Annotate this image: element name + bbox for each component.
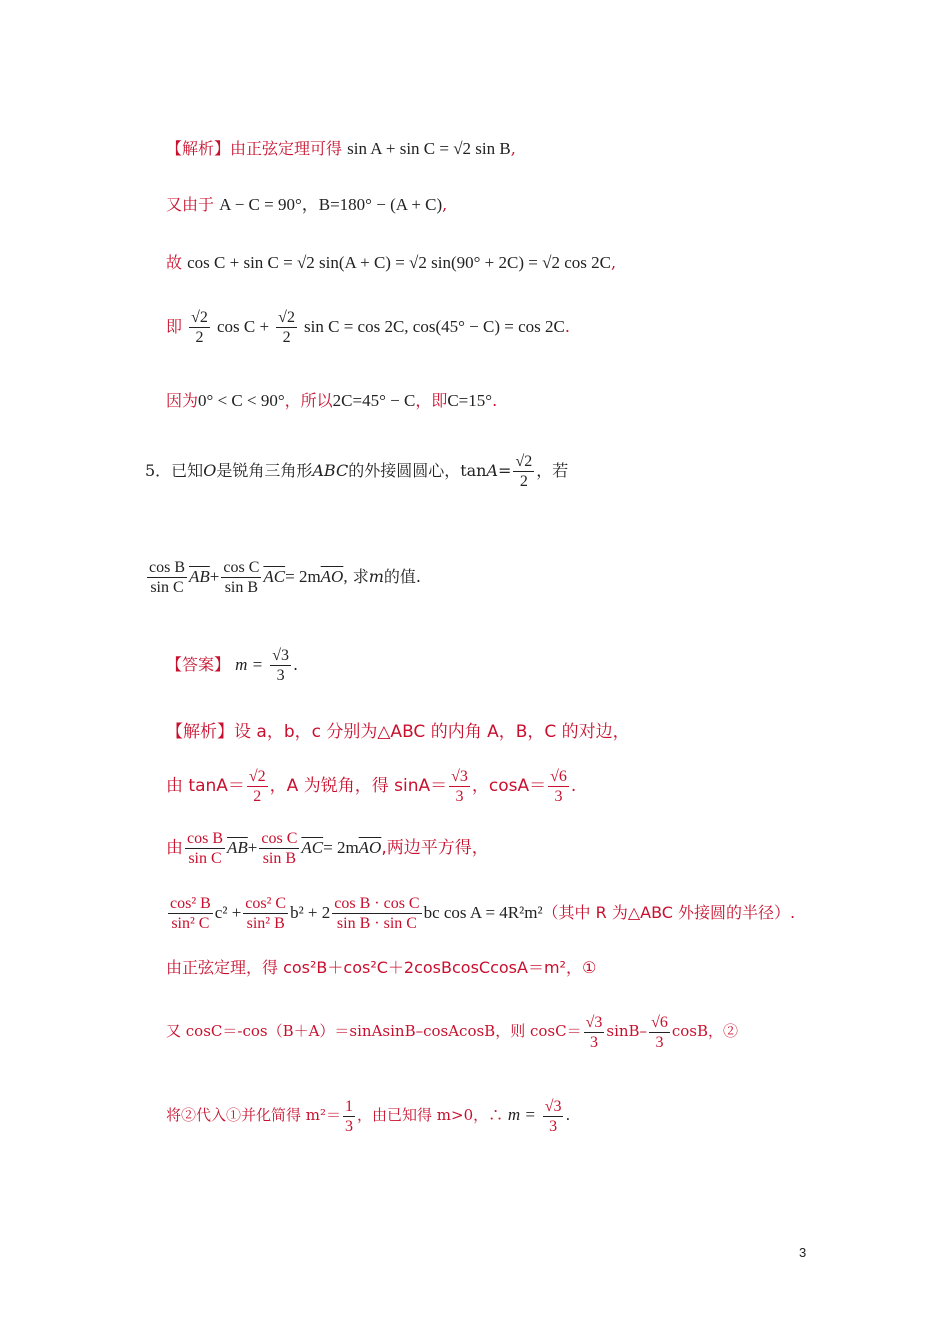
solution-text: ，cosA＝ [471, 776, 547, 796]
solution-line-5 [166, 957, 596, 979]
punct: . [570, 776, 577, 796]
solution-line-7 [166, 1088, 570, 1142]
numerator: √2 [248, 767, 266, 785]
problem-5-statement [145, 446, 568, 496]
var-o: O [203, 461, 217, 480]
fraction [243, 894, 288, 933]
fraction [221, 558, 261, 597]
fraction [185, 829, 225, 868]
denominator: 3 [655, 1033, 664, 1051]
denominator: sin C [188, 849, 222, 867]
punct: . [292, 655, 299, 674]
numerator: √2 [191, 309, 208, 326]
numerator: cos C [261, 829, 298, 847]
analysis-formula: C=15° [447, 391, 493, 410]
fraction [168, 894, 213, 933]
solution-text: ，由已知得 m>0，∴ [357, 1106, 504, 1124]
solution-line-3 [166, 822, 489, 874]
term: b² + 2 [290, 903, 331, 922]
analysis-text: 故 [166, 253, 183, 272]
fraction [259, 829, 299, 868]
solution-text: ，A 为锐角，得 sinA＝ [269, 776, 448, 796]
denominator: 2 [195, 329, 204, 346]
denominator: sin² C [171, 915, 210, 932]
analysis-text: 又由于 [166, 195, 215, 214]
analysis-text: 由正弦定理可得 [230, 139, 343, 158]
numerator: √3 [544, 1097, 562, 1115]
denominator: 3 [276, 667, 285, 684]
fraction [649, 1013, 670, 1052]
solution-text: 由正弦定理，得 cos²B＋cos²C＋2cosBcosCcosA＝m²，① [166, 958, 597, 977]
punct: , [442, 195, 448, 214]
problem-5-equation [145, 552, 421, 602]
analysis-formula: cos C + sin C = √2 sin(A + C) = √2 sin(90° + 2C) = √2 cos 2C [187, 253, 611, 272]
problem-text: ，若 [536, 461, 569, 480]
numerator: √3 [451, 767, 468, 785]
var-m: m [368, 567, 384, 586]
numerator: √2 [515, 453, 533, 470]
numerator: cos² C [245, 895, 287, 912]
solution-text: （其中 R 为△ABC 外接圆的半径）. [542, 903, 796, 922]
denominator: 3 [589, 1033, 598, 1051]
fraction [276, 308, 297, 347]
rhs: = 2m [285, 567, 321, 586]
fraction [147, 558, 187, 597]
rhs: = 2m [323, 838, 359, 857]
analysis-text: 因为 [166, 391, 199, 410]
numerator: √2 [278, 309, 295, 326]
solution-line-2 [166, 760, 576, 812]
denominator: sin B [224, 579, 259, 596]
fraction [449, 767, 470, 806]
solution-text: ,两边平方得， [381, 838, 489, 858]
term: c² + [214, 903, 242, 922]
problem-text: 是锐角三角形 [216, 461, 313, 480]
numerator: cos B [149, 559, 185, 576]
prev-analysis-line-3 [166, 252, 616, 274]
numerator: √3 [272, 647, 289, 664]
vector-ao: $\overline{AO}$ [320, 567, 344, 586]
numerator: cos C [223, 559, 260, 576]
denominator: 3 [554, 787, 563, 805]
solution-line-6 [166, 1004, 738, 1058]
prev-analysis-line-1 [166, 138, 516, 160]
answer-lhs: m = [235, 655, 264, 674]
var-a: A [486, 461, 499, 480]
analysis-text: ，即 [415, 391, 448, 410]
page-number: 3 [799, 1245, 807, 1260]
analysis-text: 即 [166, 317, 183, 336]
fraction [548, 767, 569, 806]
solution-line-1 [166, 721, 630, 743]
numerator: cos² B [170, 895, 211, 912]
vector-ab: $\overline{AB}$ [189, 567, 210, 586]
problem-text: 求 [352, 567, 369, 586]
solution-text: cosB，② [671, 1022, 738, 1040]
punct: . [492, 391, 498, 410]
numerator: cos B · cos C [334, 895, 420, 912]
equals: = [498, 461, 512, 480]
analysis-formula: sin C = cos 2C, cos(45° − C) = cos 2C [304, 317, 565, 336]
problem-text: 的外接圆圆心，tan [348, 461, 487, 480]
var-abc: ABC [312, 461, 349, 480]
punct: , [510, 139, 516, 158]
analysis-label: 【解析】 [166, 139, 231, 158]
fraction [270, 646, 291, 685]
answer-lhs: m = [507, 1105, 536, 1124]
solution-text: sinB– [606, 1022, 648, 1040]
numerator: √3 [585, 1013, 603, 1031]
denominator: sin B [262, 849, 297, 867]
numerator: 1 [345, 1097, 354, 1115]
denominator: 3 [455, 787, 464, 805]
vector-ac: $\overline{AC}$ [301, 838, 324, 857]
numerator: √6 [651, 1013, 668, 1031]
analysis-formula: 2C=45° − C [332, 391, 416, 410]
solution-text: 由 tanA＝ [166, 776, 245, 796]
answer-line [166, 640, 298, 690]
solution-label: 【解析】 [166, 722, 234, 742]
denominator: 2 [253, 787, 262, 805]
analysis-text: ，所以 [284, 391, 333, 410]
plus: + [247, 838, 258, 857]
solution-line-4 [166, 886, 795, 940]
punct: , [610, 253, 617, 272]
punct: , [343, 567, 348, 586]
fraction [189, 308, 210, 347]
problem-number: 5．已知 [145, 461, 204, 480]
denominator: sin² B [246, 915, 285, 932]
denominator: sin B · sin C [336, 915, 417, 932]
analysis-formula: 0° < C < 90° [198, 391, 285, 410]
denominator: 3 [345, 1117, 354, 1135]
vector-ab: $\overline{AB}$ [227, 838, 248, 857]
solution-text: 由 [166, 838, 183, 858]
denominator: 2 [519, 473, 528, 490]
vector-ao: $\overline{AO}$ [358, 838, 382, 857]
analysis-formula: cos C + [216, 317, 270, 336]
punct: . [565, 1106, 571, 1124]
analysis-formula: sin A + sin C = √2 sin B [347, 139, 511, 158]
plus: + [209, 567, 220, 586]
solution-text: 将②代入①并化简得 m²＝ [166, 1106, 342, 1124]
solution-text: 设 a，b，c 分别为△ABC 的内角 A，B，C 的对边， [234, 722, 630, 742]
term: bc cos A = 4R²m² [423, 903, 543, 922]
fraction [343, 1097, 355, 1136]
problem-text: 的值. [383, 567, 421, 586]
solution-text: 又 cosC＝-cos（B＋A）＝sinAsinB–cosAcosB，则 cosC＝ [166, 1022, 582, 1040]
prev-analysis-line-5 [166, 390, 497, 412]
analysis-formula: A − C = 90°，B=180° − (A + C) [219, 195, 443, 214]
fraction [332, 894, 421, 933]
fraction [513, 452, 534, 491]
denominator: sin C [150, 579, 184, 596]
prev-analysis-line-2 [166, 194, 447, 216]
numerator: √6 [550, 767, 567, 785]
fraction [584, 1013, 605, 1052]
fraction [247, 767, 268, 806]
fraction [543, 1097, 564, 1136]
numerator: cos B [187, 829, 223, 847]
vector-ac: $\overline{AC}$ [263, 567, 286, 586]
prev-analysis-line-4 [166, 302, 570, 352]
denominator: 2 [282, 329, 291, 346]
denominator: 3 [549, 1117, 558, 1135]
answer-label: 【答案】 [166, 655, 231, 674]
punct: . [564, 317, 570, 336]
